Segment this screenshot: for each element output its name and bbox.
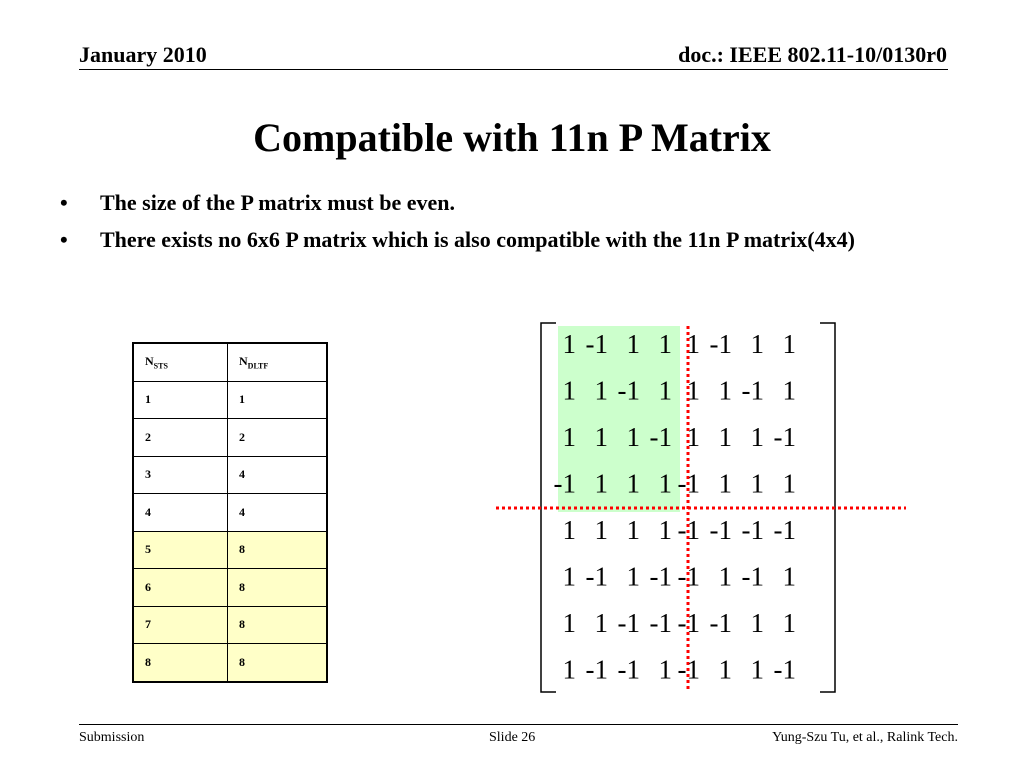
matrix-entry: -1: [649, 608, 672, 638]
bullet-dot-icon: •: [60, 190, 68, 215]
matrix-entry: 1: [782, 608, 796, 638]
ndltf-cell: 8: [228, 606, 328, 644]
matrix-entry: -1: [709, 515, 732, 545]
matrix-entry: -1: [617, 375, 640, 406]
matrix-entry: -1: [677, 561, 700, 592]
matrix-entry: -1: [585, 561, 608, 592]
matrix-entry: 1: [594, 608, 608, 638]
matrix-entry: 1: [626, 422, 640, 452]
matrix-entry: -1: [773, 422, 796, 452]
matrix-entry: 1: [658, 515, 672, 545]
matrix-entry: 1: [750, 608, 764, 638]
matrix-entry: -1: [649, 422, 672, 452]
matrix-entry: 1: [658, 375, 672, 406]
matrix-entry: -1: [677, 468, 700, 499]
matrix-entry: -1: [741, 561, 764, 592]
matrix-entry: 1: [718, 561, 732, 592]
matrix-entry: -1: [741, 375, 764, 406]
matrix-entry: 1: [686, 422, 700, 452]
matrix-entry: -1: [773, 654, 796, 685]
matrix-entry: 1: [562, 375, 576, 406]
ndltf-cell: 2: [228, 419, 328, 457]
matrix-entry: 1: [626, 515, 640, 545]
header-doc-id: doc.: IEEE 802.11-10/0130r0: [678, 42, 947, 67]
ndltf-cell: 4: [228, 494, 328, 532]
matrix-entry: 1: [718, 375, 732, 406]
nsts-cell: 4: [133, 494, 228, 532]
header-date: January 2010: [79, 42, 207, 67]
matrix-entry: -1: [649, 561, 672, 592]
header-nsts-main: N: [145, 354, 154, 369]
matrix-entry: 1: [782, 329, 796, 359]
ndltf-cell: 1: [228, 381, 328, 419]
matrix-entry: 1: [562, 608, 576, 638]
matrix-entry: 1: [686, 375, 700, 406]
header-ndltf-sub: DLTF: [247, 361, 269, 371]
nsts-cell: 2: [133, 419, 228, 457]
matrix-entry: 1: [594, 515, 608, 545]
ndltf-cell: 8: [228, 644, 328, 682]
header-nsts-sub: STS: [153, 361, 168, 371]
matrix-entry: -1: [617, 654, 640, 685]
matrix-entry: 1: [750, 329, 764, 359]
nsts-cell: 3: [133, 456, 228, 494]
matrix-entry: 1: [626, 468, 640, 499]
matrix-entry: 1: [658, 654, 672, 685]
matrix-entry: 1: [562, 561, 576, 592]
matrix-entry: -1: [709, 608, 732, 638]
footer-authors: Yung-Szu Tu, et al., Ralink Tech.: [772, 730, 958, 745]
ndltf-cell: 8: [228, 569, 328, 607]
bullet-text: There exists no 6x6 P matrix which is also compatible with the 11n P matrix(4x4): [100, 227, 855, 252]
footer-slide-number: Slide 26: [489, 730, 536, 745]
matrix-entry: 1: [594, 422, 608, 452]
matrix-entry: 1: [750, 468, 764, 499]
ndltf-cell: 4: [228, 456, 328, 494]
matrix-entry: -1: [553, 468, 576, 499]
matrix-entry: 1: [562, 515, 576, 545]
matrix-entry: 1: [782, 468, 796, 499]
nsts-cell: 7: [133, 606, 228, 644]
matrix-entry: 1: [718, 654, 732, 685]
bullet-dot-icon: •: [60, 227, 68, 252]
matrix-entry: 1: [594, 375, 608, 406]
matrix-entry: 1: [562, 654, 576, 685]
slide-title: Compatible with 11n P Matrix: [253, 115, 771, 160]
ndltf-cell: 8: [228, 531, 328, 569]
matrix-entry: 1: [658, 329, 672, 359]
matrix-entry: -1: [617, 608, 640, 638]
matrix-entry: 1: [782, 561, 796, 592]
matrix-entry: 1: [718, 422, 732, 452]
footer-rule: [79, 724, 958, 725]
matrix-entry: 1: [562, 329, 576, 359]
matrix-entry: -1: [773, 515, 796, 545]
matrix-entry: -1: [677, 515, 700, 545]
matrix-entry: -1: [585, 329, 608, 359]
bullet-text: The size of the P matrix must be even.: [100, 190, 455, 215]
matrix-entry: -1: [709, 329, 732, 359]
left-bracket: [541, 323, 556, 692]
matrix-entry: 1: [750, 654, 764, 685]
nsts-cell: 5: [133, 531, 228, 569]
matrix-entry: -1: [677, 608, 700, 638]
nsts-cell: 8: [133, 644, 228, 682]
header-ndltf-main: N: [239, 354, 248, 369]
matrix-entry: 1: [782, 375, 796, 406]
matrix-entry: -1: [677, 654, 700, 685]
matrix-entry: 1: [718, 468, 732, 499]
nsts-cell: 6: [133, 569, 228, 607]
matrix-entry: 1: [562, 422, 576, 452]
nsts-cell: 1: [133, 381, 228, 419]
matrix-entry: 1: [686, 329, 700, 359]
matrix-entry: 1: [626, 329, 640, 359]
footer-left: Submission: [79, 730, 145, 745]
matrix-entry: 1: [626, 561, 640, 592]
matrix-entry: 1: [594, 468, 608, 499]
matrix-entry: -1: [585, 654, 608, 685]
matrix-entry: 1: [658, 468, 672, 499]
matrix-entry: -1: [741, 515, 764, 545]
matrix-entry: 1: [750, 422, 764, 452]
